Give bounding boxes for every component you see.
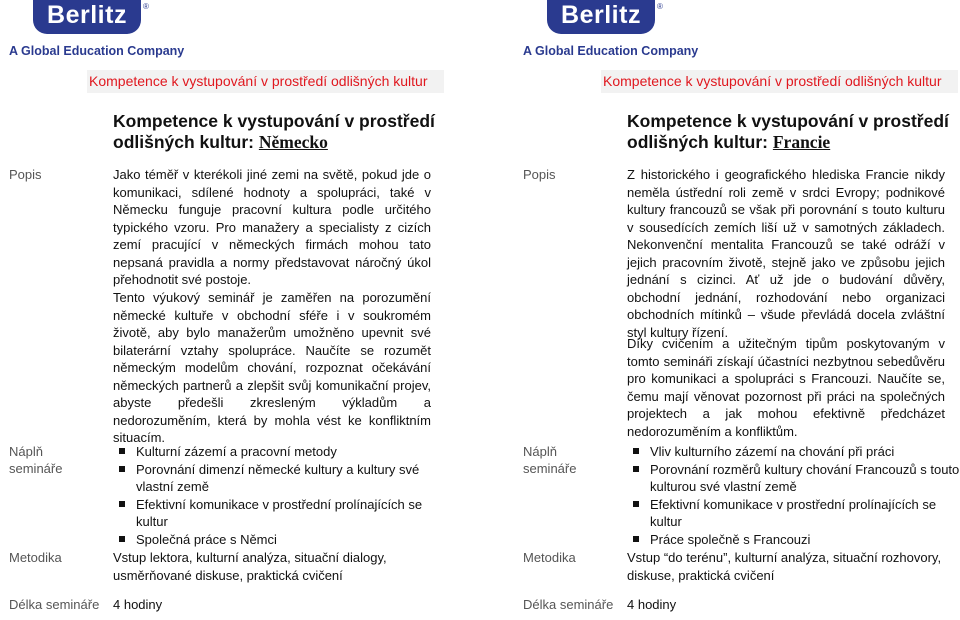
page-title [627,111,949,153]
country-name: Francie [772,132,831,152]
label-popis: Popis [523,167,556,182]
metodika-text: Vstup lektora, kulturní analýza, situační dialogy, usměrňované diskuse, praktická cvičení [113,550,387,583]
page-title [113,111,435,153]
popis-paragraph-2: Díky cvičením a užitečným tipům poskytovaným v tomto semináři získají účastníci nezbytnou sebedůvěru pro komunikaci a spolupráci s Francouzi. Naučíte se, čemu mají věnovat pozornost při práci na společných projektech a jak mohou efektivně předcházet nedorozuměním a konfliktům. [627,336,945,439]
popis-paragraph-2: Tento výukový seminář je zaměřen na porozumění německé kultuře v obchodní sféře i v soukromém životě, aby bylo manažerům umožněno upevnit své bilaterární vztahy spolupráce. Naučíte se rozumět německým modelům chování, rozpoznat očekávání německých partnerů a zlepšit svůj komunikační projev, abyste předešli zkresleným výkladům a nedorozuměním, která by mohla vést ke konfliktním situacím. [113,290,431,445]
label-napln-line-1: Náplň [9,444,43,459]
label-popis: Popis [9,167,42,182]
berlitz-logo [33,0,141,34]
berlitz-logo [547,0,655,34]
registered-mark: ® [657,2,663,11]
tagline: A Global Education Company [523,44,699,58]
label-metodika: Metodika [523,550,576,565]
title-line-1: Kompetence k vystupování v prostředí [627,111,949,131]
popis-paragraph-1: Z historického i geografického hlediska Francie nikdy neměla ústřední roli země v srdci Evropy; podnikové kultury francouzů se však při porovnání s touto kulturu v sousedících zemích liší už v samotných základech. Nekonvenční mentalita Francouzů se také odráží v jejich pracovním životě, stejně jako ve způsobu jejich jednání s cizinci. Ať už jde o budování důvěry, obchodní jednání, rozhodování nebo organizaci obchodních mítinků – všude převládá docela zvláštní styl kultury řízení. [627,167,945,340]
delka-value: 4 hodiny [113,597,163,612]
title-line-2 [627,132,949,153]
label-napln-line-2: semináře [9,461,63,476]
logo-text: Berlitz [561,1,641,29]
title-prefix: odlišných kultur: [113,132,254,152]
label-metodika: Metodika [9,550,62,565]
header-band-text: Kompetence k vystupování v prostředí odlišných kultur [89,73,428,89]
list-item: Efektivní komunikace v prostřední prolínajících se kultur [118,496,448,531]
header-band-text: Kompetence k vystupování v prostředí odlišných kultur [603,73,942,89]
napln-list [118,443,448,548]
header-band [601,70,958,93]
list-item: Porovnání rozměrů kultury chování Francouzů s touto kulturou své vlastní země [632,461,960,496]
title-line-1: Kompetence k vystupování v prostředí [113,111,435,131]
list-item: Vliv kulturního zázemí na chování při práci [632,443,960,461]
label-napln-line-2: semináře [523,461,577,476]
right-page [514,0,960,620]
title-prefix: odlišných kultur: [627,132,768,152]
label-delka: Délka semináře [9,597,100,612]
list-item: Efektivní komunikace v prostřední prolínajících se kultur [632,496,960,531]
list-item: Práce společně s Francouzi [632,531,960,549]
metodika-text: Vstup “do terénu”, kulturní analýza, situační rozhovory, diskuse, praktická cvičení [627,550,942,583]
header-band [87,70,444,93]
tagline: A Global Education Company [9,44,185,58]
delka-value: 4 hodiny [627,597,677,612]
title-line-2 [113,132,435,153]
label-napln [523,443,576,477]
registered-mark: ® [143,2,149,11]
list-item: Porovnání dimenzí německé kultury a kultury své vlastní země [118,461,448,496]
popis-paragraph-1: Jako téměř v kterékoli jiné zemi na světě, pokud jde o komunikaci, sdílené hodnoty a spolupráci, také v Německu funguje pracovní kultura podle určitého typického vzoru. Pro manažery a specialisty z cizích zemí pracující v německých firmách mohou tato nepsaná pravidla a normy představovat náročný úkol přehodnotit své postoje. [113,167,431,287]
country-name: Německo [258,132,328,152]
napln-list [632,443,960,548]
list-item: Kulturní zázemí a pracovní metody [118,443,448,461]
label-napln-line-1: Náplň [523,444,557,459]
label-napln [9,443,62,477]
logo-text: Berlitz [47,1,127,29]
list-item: Společná práce s Němci [118,531,448,549]
label-delka: Délka semináře [523,597,614,612]
